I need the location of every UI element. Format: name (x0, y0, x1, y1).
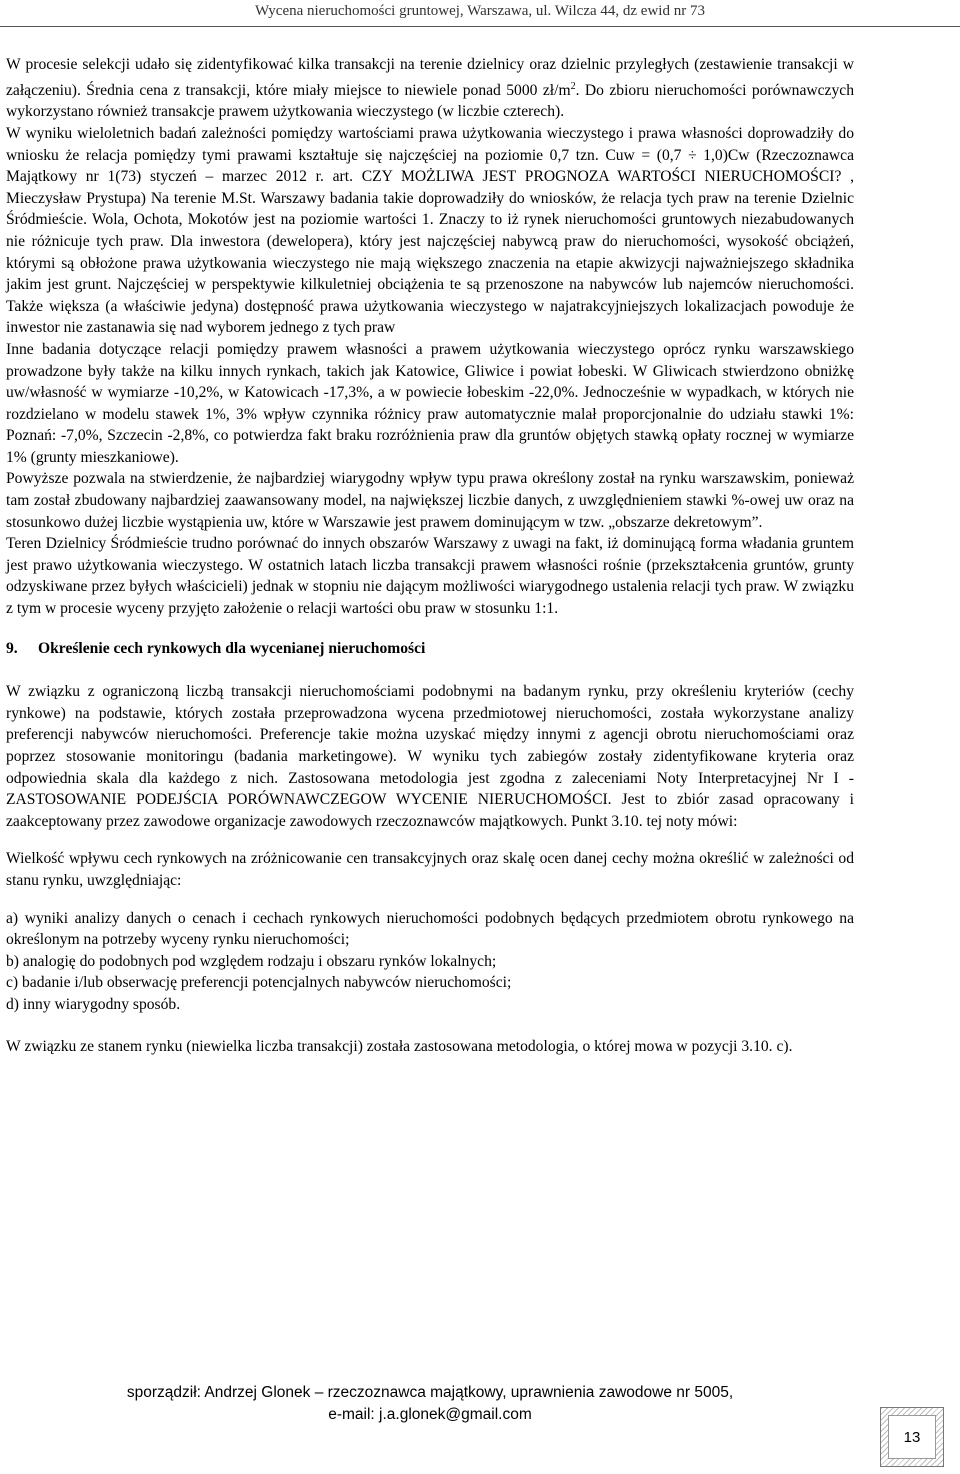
paragraph-methodology: W związku ze stanem rynku (niewielka liczba transakcji) została zastosowana metodologia, o której mowa w pozycji 3.10. c). (6, 1037, 793, 1055)
page-footer (0, 1382, 860, 1426)
section-heading (6, 638, 854, 660)
paragraph-srodmiescie: Teren Dzielnicy Śródmieście trudno porównać do innych obszarów Warszawy z uwagi na fakt, iż dominującą forma władania gruntem jest prawo użytkowania wieczystego. W ostatnich latach liczba transakcji prawem własności rośnie (przekształcenia gruntów, grunty odzyskiwane przez byłych właścicieli) jednak w stopniu nie dającym możliwości wiarygodnego ustalenia relacji tych praw. W związku z tym w procesie wyceny przyjęto założenie o relacji wartości obu praw w stosunku 1:1. (6, 535, 854, 618)
list-item: b) analogię do podobnych pod względem rodzaju i obszaru rynków lokalnych; (6, 952, 497, 970)
page-number: 13 (888, 1415, 936, 1459)
list-item: d) inny wiarygodny sposób. (6, 995, 181, 1013)
paragraph-transactions-b: . Do zbioru nieruchomości porównawczych wykorzystano również transakcje prawem użytkowania wieczystego (w liczbie czterech). (6, 81, 854, 121)
paragraph-other-markets: Inne badania dotyczące relacji pomiędzy prawem własności a prawem użytkowania wieczystego oprócz rynku warszawskiego prowadzone były także na kilku innych rynkach, takich jak Katowice, Gliwice i powiat łobeski. W Gliwicach stwierdzono obniżkę uw/własność w wymiarze -10,2%, w Katowicach -17,3%, a w powiecie łobeskim -22,0%. Jednocześnie w wypadkach, w których nie rozdzielano w modelu stawek 1%, 3% wpływ czynnika różnicy praw automatycznie malał proporcjonalnie do udziału stawki 1%: Poznań: -7,0%, Szczecin -2,8%, co potwierdza fakt braku rozróżnienia praw dla gruntów objętych stawką opłaty rocznej w wymiarze 1% (grunty mieszkaniowe). (6, 340, 854, 466)
section-number: 9. (6, 639, 18, 657)
page-number-box (880, 1407, 944, 1467)
list-item: c) badanie i/lub obserwację preferencji potencjalnych nabywców nieruchomości; (6, 974, 512, 992)
paragraph-transactions-a: W procesie selekcji udało się zidentyfikować kilka transakcji na terenie dzielnicy oraz dzielnic przyległych (zestawienie transakcji w załączeniu). Średnia cena z transakcji, które miały miejsce to niewiele ponad 5000 zł/m (6, 56, 854, 99)
header-divider (0, 26, 960, 27)
paragraph-research: W wyniku wieloletnich badań zależności pomiędzy wartościami prawa użytkowania wieczystego i prawa własności doprowadziły do wniosku że relacja pomiędzy tymi prawami kształtuje się najczęściej na poziomie 0,7 tzn. Cuw = (0,7 ÷ 1,0)Cw (Rzeczoznawca Majątkowy nr 1(73) styczeń – marzec 2012 r. art. CZY MOŻLIWA JEST PROGNOZA WARTOŚCI NIERUCHOMOŚCI? , Mieczysław Prystupa) Na terenie M.St. Warszawy badania takie doprowadziły do wniosków, że relacja tych praw na terenie Dzielnic Śródmieście. Wola, Ochota, Mokotów jest na poziomie wartości 1. Znaczy to iż rynek nieruchomości gruntowych niezabudowanych nie różnicuje tych praw. Dla inwestora (dewelopera), który jest najczęściej nabywcą praw do nieruchomości, wysokość obciążeń, którymi są obłożone prawa użytkowania wieczystego nie mają większego znaczenia na etapie akwizycji najważniejszego składnika jakim jest grunt. Najczęściej w perspektywie kilkuletniej obciążenia te są przenoszone na nabywców lub najemców nieruchomości. Także większa (a właściwie jedyna) dostępność prawa użytkowania wieczystego w najatrakcyjniejszych lokalizacjach powoduje że inwestor nie zastanawia się nad wyborem jednego z tych praw (6, 124, 854, 337)
list-item: a) wyniki analizy danych o cenach i cechach rynkowych nieruchomości podobnych będących przedmiotem obrotu rynkowego na określonym na potrzeby wyceny rynku nieruchomości; (6, 909, 854, 949)
superscript-m2: 2 (570, 80, 576, 92)
paragraph-transactions (6, 54, 854, 123)
paragraph-market-features: W związku z ograniczoną liczbą transakcji nieruchomościami podobnymi na badanym rynku, przy określeniu kryteriów (cechy rynkowe) na podstawie, których została przeprowadzona wycena przedmiotowej nieruchomości, została wykorzystane analizy preferencji nabywców nieruchomości. Preferencje takie można uzyskać między innymi z agencji obrotu nieruchomościami oraz poprzez stosowanie monitoringu (badania marketingowe). W wyniku tych zabiegów zostały zidentyfikowane kryteria oraz odpowiednia skala dla każdego z nich. Zastosowana metodologia jest zgodna z zaleceniami Noty Interpretacyjnej Nr I - ZASTOSOWANIE PODEJŚCIA PORÓWNAWCZEGOW WYCENIE NIERUCHOMOŚCI. Jest to zbiór zasad opracowany i zaakceptowany przez zawodowe organizacje zawodowych rzeczoznawców majątkowych. Punkt 3.10. tej noty mówi: (6, 683, 854, 830)
footer-email: e-mail: j.a.glonek@gmail.com (328, 1406, 532, 1423)
document-body (6, 54, 854, 1057)
section-title: Określenie cech rynkowych dla wycenianej nieruchomości (38, 639, 426, 657)
footer-author: sporządził: Andrzej Glonek – rzeczoznawca majątkowy, uprawnienia zawodowe nr 5005, (126, 1384, 734, 1401)
paragraph-conclusion: Powyższe pozwala na stwierdzenie, że najbardziej wiarygodny wpływ typu prawa określony został na rynku warszawskim, ponieważ tam został zbudowany najbardziej zaawansowany model, na największej liczbie danych, z uwzględnieniem stawki %-owej uw oraz na stosunkowo dużej liczbie wystąpienia uw, które w Warszawie jest prawem dominującym w tzw. „obszarze dekretowym”. (6, 470, 854, 531)
header-title: Wycena nieruchomości gruntowej, Warszawa, ul. Wilcza 44, dz ewid nr 73 (255, 3, 705, 19)
paragraph-influence: Wielkość wpływu cech rynkowych na zróżnicowanie cen transakcyjnych oraz skalę ocen danej cechy można określić w zależności od stanu rynku, uwzględniając: (6, 850, 854, 889)
